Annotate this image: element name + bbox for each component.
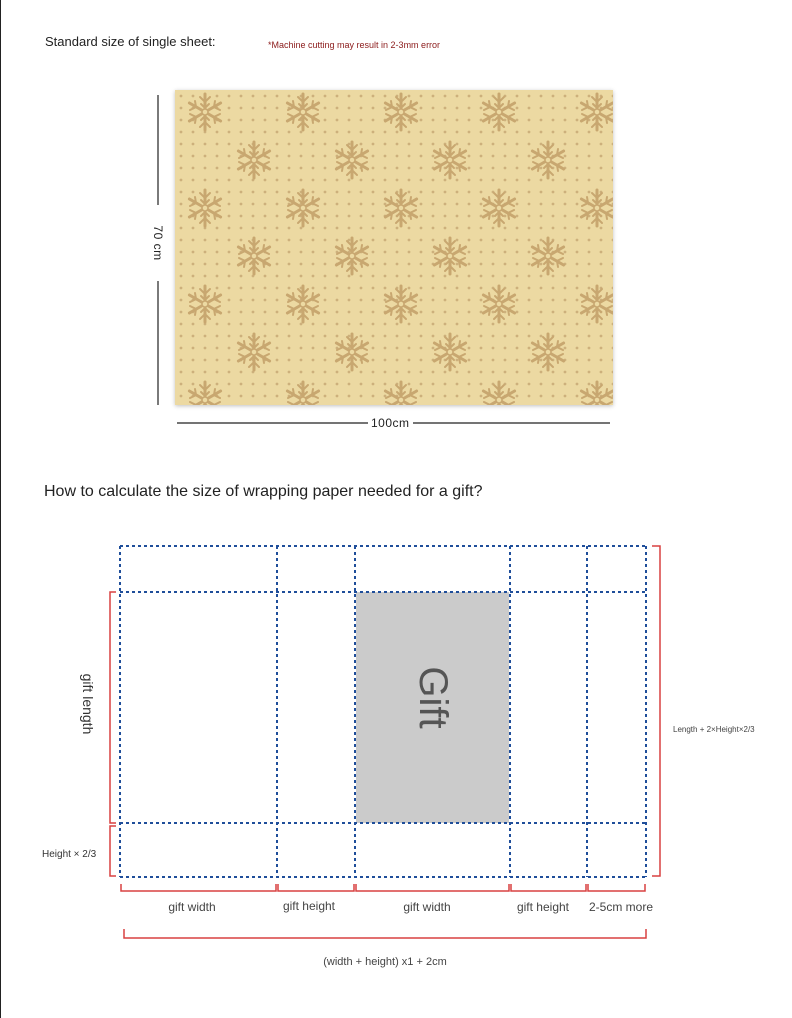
width-formula: (width + height) x1 + 2cm — [323, 956, 447, 968]
height-fraction-label: Height × 2/3 — [42, 849, 97, 860]
height-bracket — [110, 826, 116, 876]
error-note: *Machine cutting may result in 2-3mm error — [268, 40, 441, 50]
col-bracket-2 — [356, 884, 509, 891]
sheet-height-label: 70 cm — [151, 205, 165, 281]
col-bracket-4 — [588, 884, 645, 891]
calculation-title: How to calculate the size of wrapping paper needed for a gift? — [44, 483, 483, 500]
standard-size-label: Standard size of single sheet: — [45, 34, 216, 49]
column-label-gift-width-2: gift width — [403, 900, 451, 914]
col-bracket-0 — [121, 884, 276, 891]
column-label-extra: 2-5cm more — [588, 900, 653, 914]
gift-label: Gift — [411, 666, 455, 729]
column-label-gift-height-2: gift height — [516, 900, 570, 914]
column-label-gift-height-1: gift height — [282, 899, 336, 913]
sheet-width-label: 100cm — [368, 416, 413, 430]
col-bracket-1 — [278, 884, 354, 891]
gift-length-bracket — [110, 592, 116, 823]
gift-length-label: gift length — [80, 673, 96, 735]
total-width-bracket — [124, 929, 646, 938]
column-label-gift-width-1: gift width — [168, 900, 216, 914]
snowflake-pattern — [175, 90, 613, 405]
length-formula: Length + 2×Height×2/3 — [673, 725, 755, 734]
total-length-bracket — [652, 546, 660, 876]
left-border-line — [0, 0, 1, 1018]
wrapping-paper-sheet — [175, 90, 613, 405]
col-bracket-3 — [511, 884, 586, 891]
